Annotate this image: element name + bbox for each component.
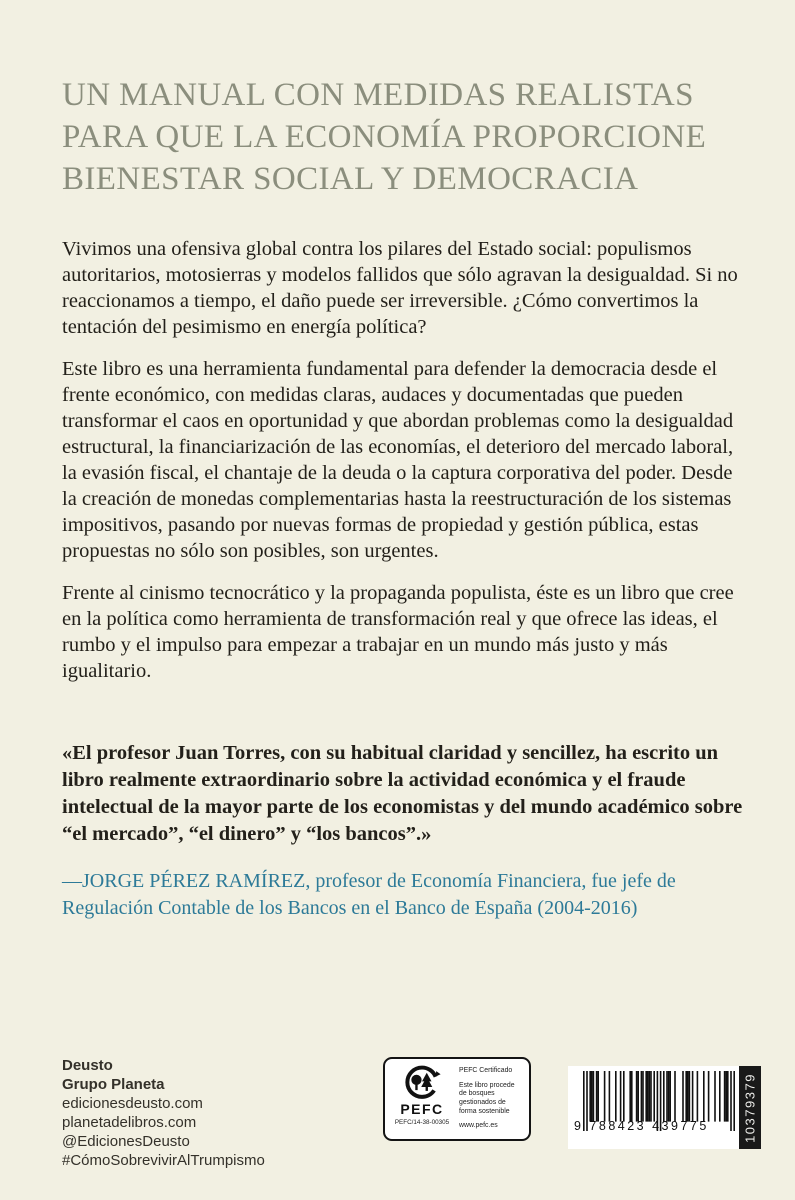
synopsis-paragraph-2: Este libro es una herramienta fundamental para defender la democracia desde el frente económico, con medidas claras, audaces y documentadas que pueden transformar el caos en oportunidad y que abordan problemas como la desigualdad estructural, la financiarización de las economías, el deterioro del mercado laboral, la evasión fiscal, el chantaje de la deuda o la captura corporativa del poder. Desde la creación de monedas complementarias hasta la reestructuración de los sistemas impositivos, pasando por nuevas formas de propiedad y gestión pública, estas propuestas no sólo son posibles, son urgentes.	[62, 358, 734, 562]
pefc-text-column	[459, 1064, 522, 1135]
barcode-side-number: 10379379	[742, 1072, 758, 1143]
synopsis-paragraph-3: Frente al cinismo tecnocrático y la propaganda populista, éste es un libro que cree en la política como herramienta de transformación real y que ofrece las ideas, el rumbo y el impulso para empezar a trabajar en un mundo más justo y más igualitario.	[62, 582, 734, 682]
publisher-block	[62, 1056, 265, 1170]
pefc-certification-label	[383, 1057, 531, 1141]
barcode-side-strip	[739, 1066, 761, 1149]
pefc-certified-text: PEFC Certificado	[459, 1067, 513, 1074]
pefc-license-code: PEFC/14-38-00305	[394, 1119, 450, 1126]
publisher-imprint: Deusto	[62, 1057, 113, 1074]
headline-line-1: UN MANUAL CON MEDIDAS REALISTAS	[62, 77, 694, 113]
cover-headline	[62, 74, 748, 200]
publisher-group: Grupo Planeta	[62, 1076, 165, 1093]
publisher-social-handle: @EdicionesDeusto	[62, 1133, 190, 1150]
headline-line-2: PARA QUE LA ECONOMÍA PROPORCIONE	[62, 119, 707, 155]
barcode-block	[568, 1066, 761, 1149]
synopsis	[62, 236, 748, 684]
pefc-wordmark: PEFC	[400, 1101, 444, 1117]
publisher-website-1: edicionesdeusto.com	[62, 1095, 203, 1112]
endorsement-attribution: —JORGE PÉREZ RAMÍREZ, profesor de Economía Financiera, fue jefe de Regulación Contable de los Bancos en el Banco de España (2004-2016)	[62, 870, 676, 919]
headline-line-3: BIENESTAR SOCIAL Y DEMOCRACIA	[62, 161, 639, 197]
ean-barcode	[568, 1066, 739, 1149]
publisher-hashtag: #CómoSobrevivirAlTrumpismo	[62, 1152, 265, 1169]
barcode-number: 9 788423 439775	[574, 1119, 709, 1133]
endorsement-quote: «El profesor Juan Torres, con su habitual claridad y sencillez, ha escrito un libro realmente extraordinario sobre la actividad económica y el fraude intelectual de la mayor parte de los economistas y del mundo académico sobre “el mercado”, “el dinero” y “los bancos”.»	[62, 742, 743, 845]
cover-content	[62, 0, 748, 922]
pefc-logo-column	[392, 1064, 452, 1135]
pefc-logo-icon	[402, 1064, 442, 1102]
pefc-url: www.pefc.es	[459, 1122, 498, 1130]
publisher-website-2: planetadelibros.com	[62, 1114, 197, 1131]
synopsis-paragraph-1: Vivimos una ofensiva global contra los pilares del Estado social: populismos autoritarios, motosierras y modelos fallidos que sólo agravan la desigualdad. Si no reaccionamos a tiempo, el daño puede ser irreversible. ¿Cómo convertimos la tentación del pesimismo en energía política?	[62, 238, 738, 338]
pefc-description: Este libro procede de bosques gestionados de forma sostenible	[459, 1081, 515, 1115]
